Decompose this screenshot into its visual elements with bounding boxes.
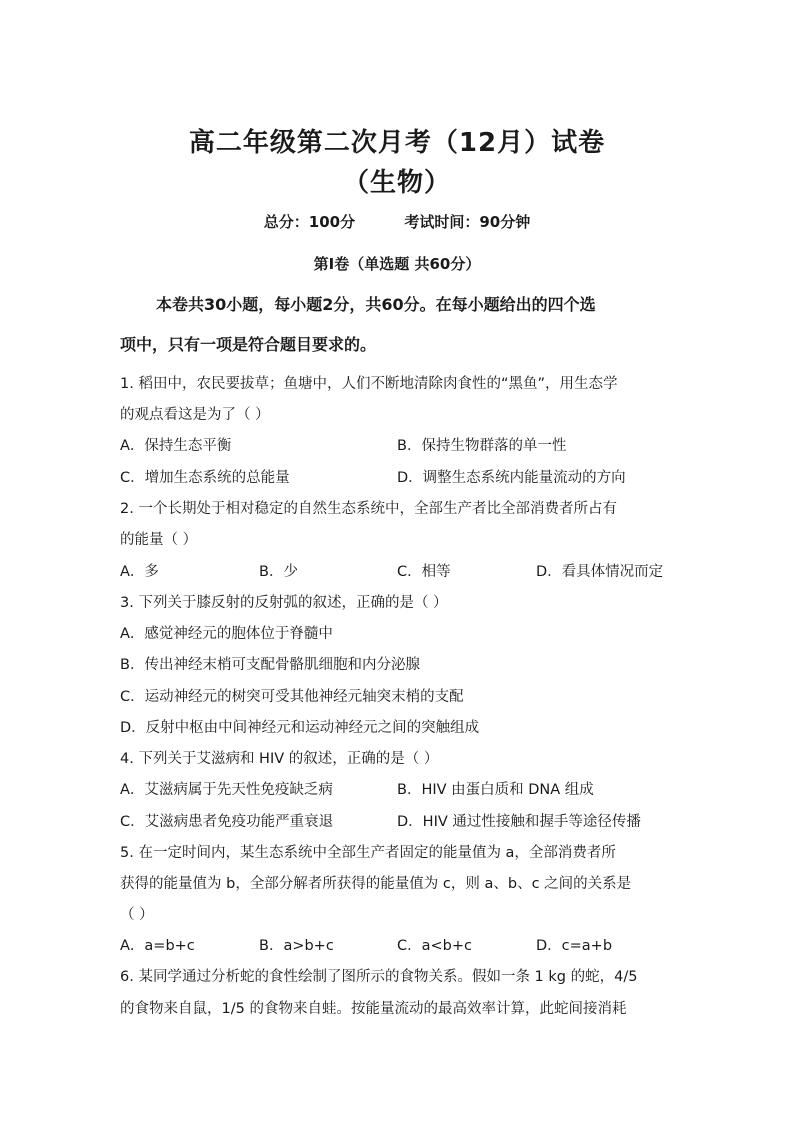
question-2-option-a: A．多 [120, 564, 159, 580]
question-1-option-a: A．保持生态平衡 [120, 438, 232, 454]
question-5-stem-line-1: 5. 在一定时间内，某生态系统中全部生产者固定的能量值为 a，全部消费者所 [120, 845, 616, 861]
question-3-option-a: A．感觉神经元的胞体位于脊髓中 [120, 626, 333, 642]
question-1-option-d: D．调整生态系统内能量流动的方向 [397, 470, 626, 486]
question-2-option-b: B．少 [259, 564, 298, 580]
instructions-line-2: 项中，只有一项是符合题目要求的。 [120, 335, 377, 354]
question-5-option-c: C．a<b+c [397, 938, 472, 954]
exam-time: 考试时间：90分钟 [404, 213, 531, 231]
question-5-option-b: B．a>b+c [259, 938, 334, 954]
question-1-option-c: C．增加生态系统的总能量 [120, 470, 290, 486]
question-5-option-a: A．a=b+c [120, 938, 195, 954]
question-5-option-d: D．c=a+b [536, 938, 613, 954]
total-score: 总分：100分 [263, 213, 356, 231]
question-2-stem-line-2: 的能量（ ） [120, 532, 198, 548]
exam-title: 高二年级第二次月考（12月）试卷 [188, 128, 606, 158]
question-3-option-b: B．传出神经末梢可支配骨骼肌细胞和内分泌腺 [120, 657, 420, 673]
question-1-stem-line-2: 的观点看这是为了（ ） [120, 407, 270, 423]
exam-subject: （生物） [342, 168, 451, 198]
question-5-stem-line-3: （ ） [120, 907, 154, 923]
question-4-option-b: B．HIV 由蛋白质和 DNA 组成 [397, 782, 594, 798]
question-2-stem-line-1: 2. 一个长期处于相对稳定的自然生态系统中，全部生产者比全部消费者所占有 [120, 501, 617, 517]
section-title: 第Ⅰ卷（单选题 共60分） [313, 255, 481, 273]
question-3-option-d: D．反射中枢由中间神经元和运动神经元之间的突触组成 [120, 720, 480, 736]
question-1-stem-line-1: 1. 稻田中，农民要拔草；鱼塘中，人们不断地清除肉食性的“黑鱼”，用生态学 [120, 376, 618, 392]
question-4-option-a: A．艾滋病属于先天性免疫缺乏病 [120, 782, 333, 798]
instructions-line-1: 本卷共30小题，每小题2分，共60分。在每小题给出的四个选 [156, 295, 596, 314]
question-2-option-c: C．相等 [397, 564, 451, 580]
question-3-stem-line-1: 3. 下列关于膝反射的反射弧的叙述，正确的是（ ） [120, 595, 448, 611]
question-4-option-d: D．HIV 通过性接触和握手等途径传播 [397, 814, 641, 830]
question-4-stem-line-1: 4. 下列关于艾滋病和 HIV 的叙述，正确的是（ ） [120, 751, 439, 767]
question-6-stem-line-1: 6. 某同学通过分析蛇的食性绘制了图所示的食物关系。假如一条 1 kg 的蛇，4/5 [120, 969, 638, 985]
question-1-option-b: B．保持生物群落的单一性 [397, 438, 567, 454]
question-5-stem-line-2: 获得的能量值为 b，全部分解者所获得的能量值为 c，则 a、b、c 之间的关系是 [120, 876, 632, 892]
instructions [120, 285, 680, 365]
question-2-option-d: D．看具体情况而定 [536, 564, 664, 580]
exam-meta [0, 211, 794, 232]
question-3-option-c: C．运动神经元的树突可受其他神经元轴突末梢的支配 [120, 689, 464, 705]
question-4-option-c: C．艾滋病患者免疫功能严重衰退 [120, 814, 334, 830]
question-6-stem-line-2: 的食物来自鼠，1/5 的食物来自蛙。按能量流动的最高效率计算，此蛇间接消耗 [120, 1001, 627, 1017]
